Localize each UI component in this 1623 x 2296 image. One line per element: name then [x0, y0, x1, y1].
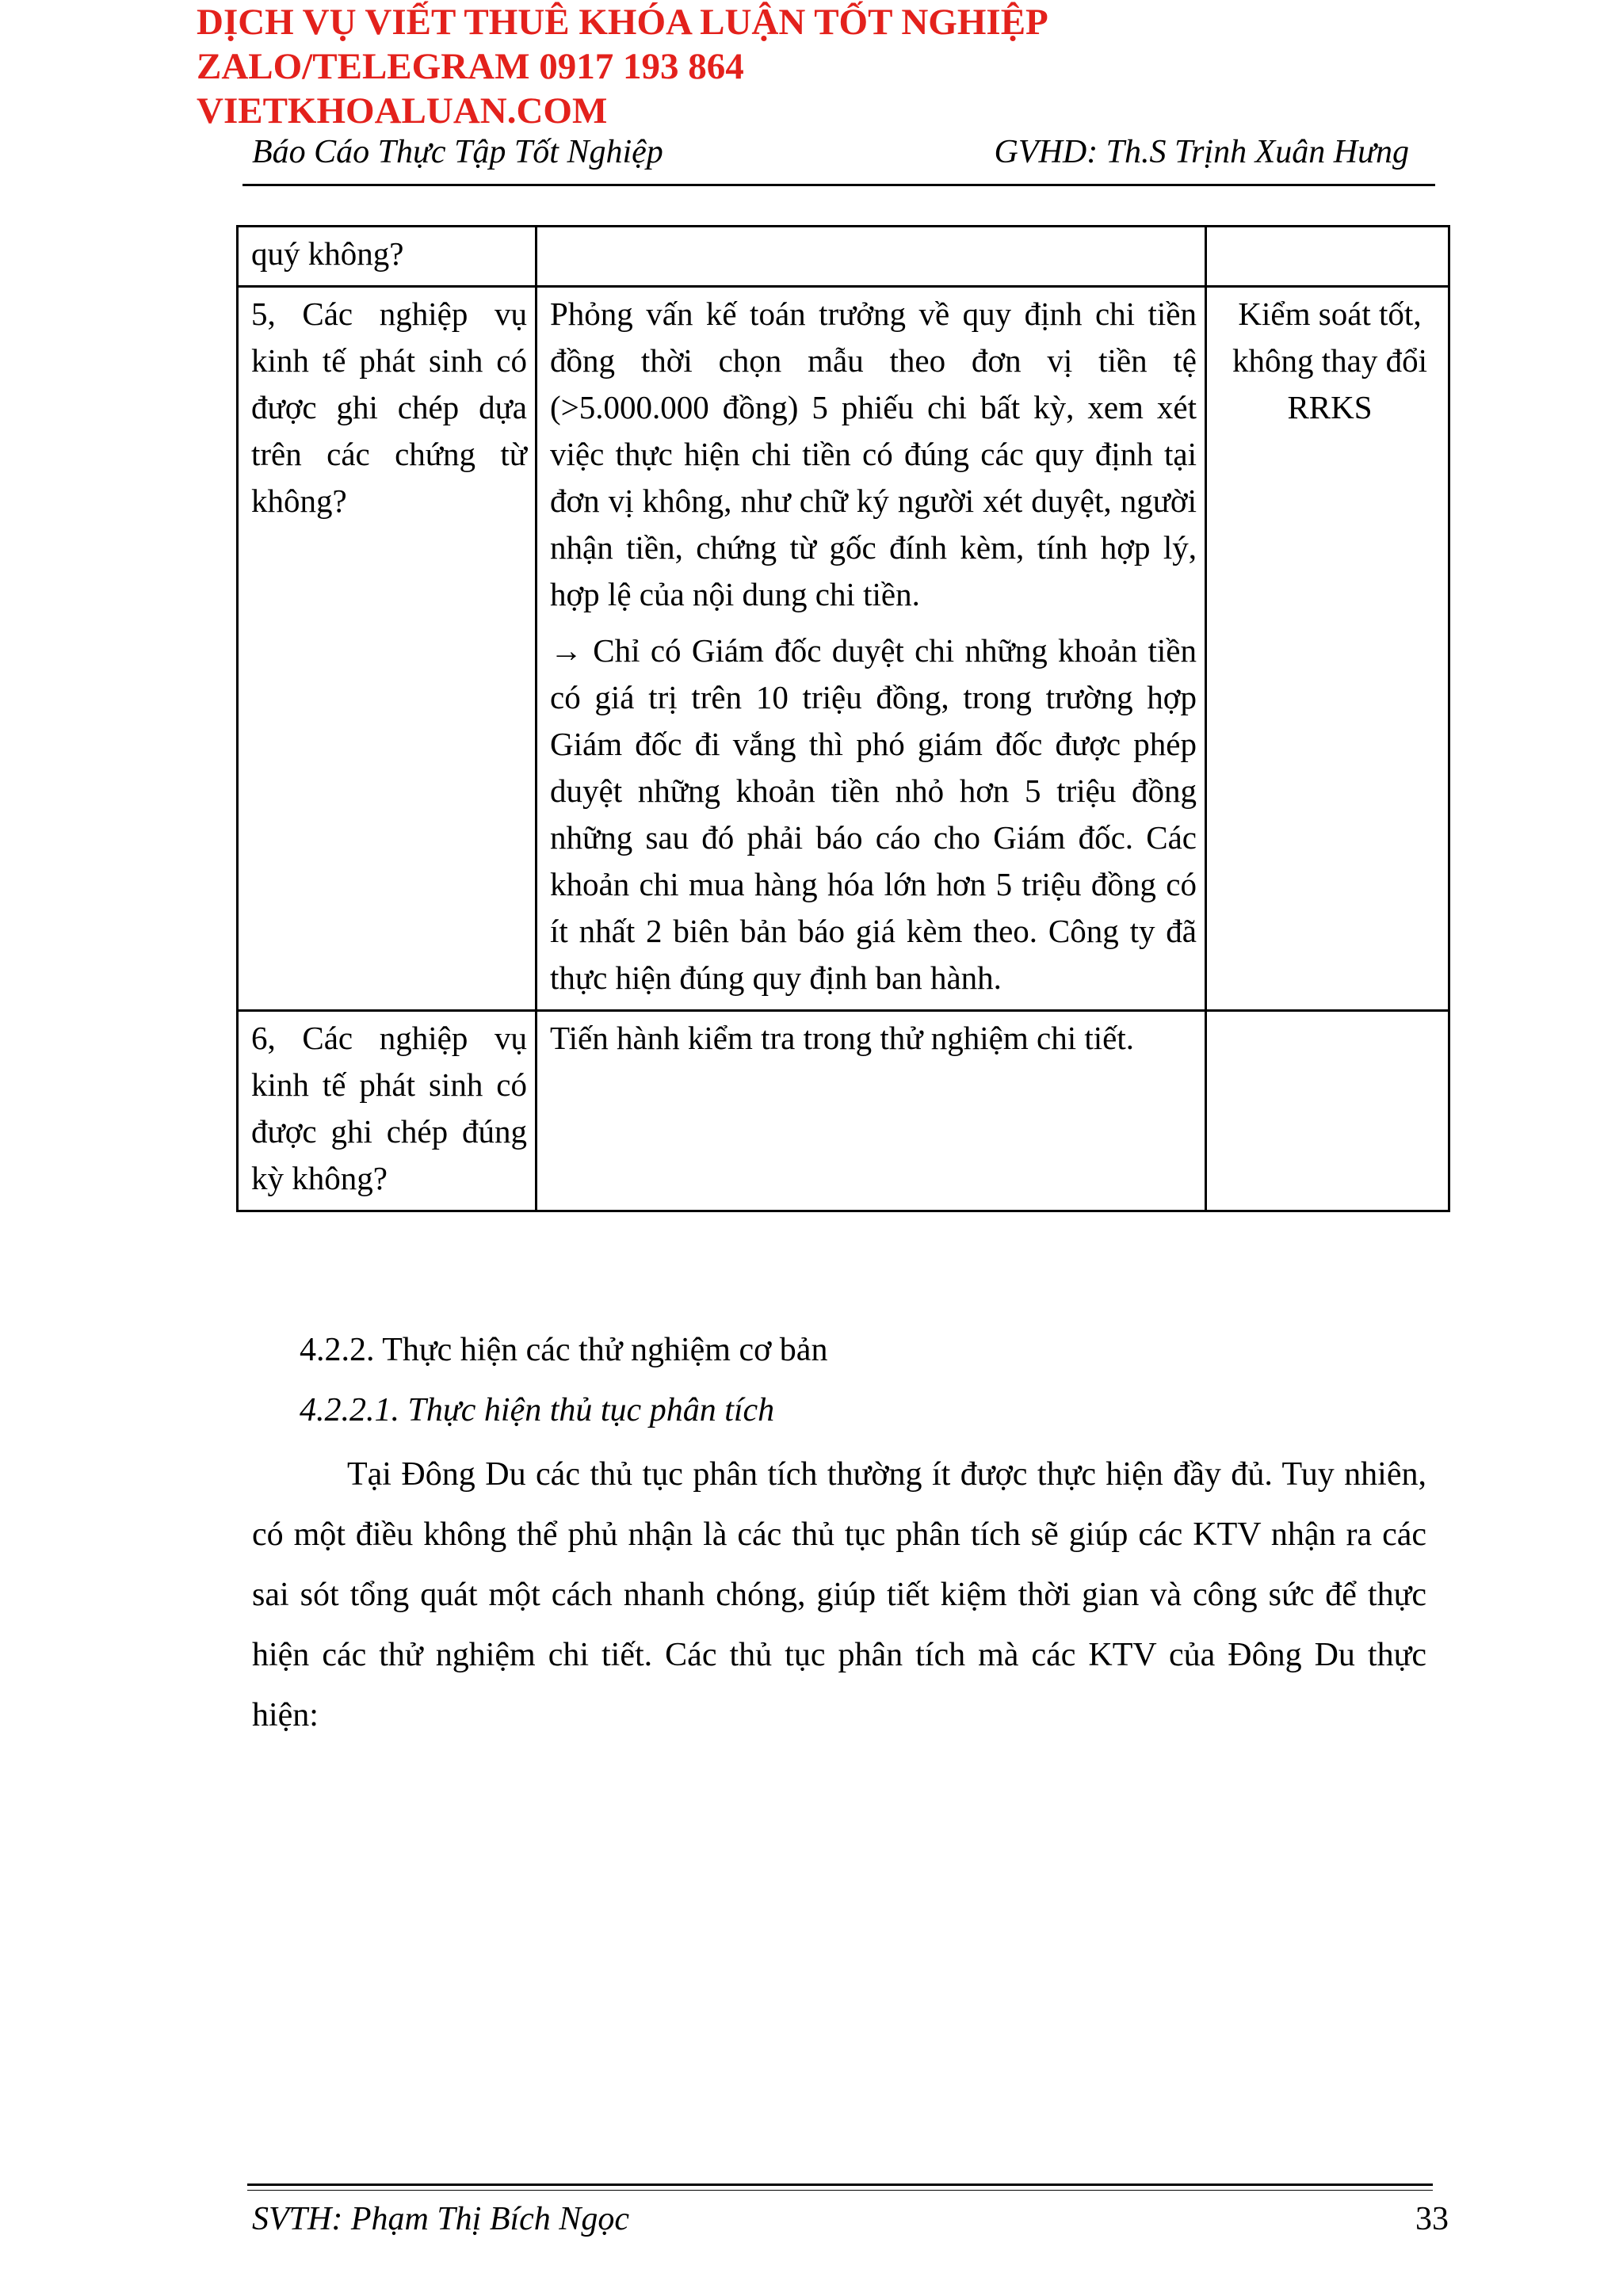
conclusion-cell [1206, 227, 1449, 287]
subsection-heading: 4.2.2.1. Thực hiện thủ tục phân tích [300, 1392, 775, 1428]
procedure-result: → Chỉ có Giám đốc duyệt chi những khoản tiền có giá trị trên 10 triệu đồng, trong trường hợp Giám đốc đi vắng thì phó giám đốc được phép duyệt những khoản tiền nhỏ hơn 5 triệu đồng những sau đó phải báo cáo cho Giám đốc. Các khoản chi mua hàng hóa lớn hơn 5 triệu đồng có ít nhất 2 biên bản báo giá kèm theo. Công ty đã thực hiện đúng quy định ban hành. [550, 632, 1197, 996]
section-heading: 4.2.2. Thực hiện các thử nghiệm cơ bản [300, 1332, 828, 1368]
footer-divider [247, 2183, 1433, 2186]
procedure-cell [537, 227, 1206, 287]
question-cell: 6, Các nghiệp vụ kinh tế phát sinh có được ghi chép đúng kỳ không? [238, 1011, 537, 1211]
header-divider [242, 184, 1435, 186]
header-supervisor: GVHD: Th.S Trịnh Xuân Hưng [994, 134, 1409, 170]
header-report-title: Báo Cáo Thực Tập Tốt Nghiệp [252, 134, 663, 170]
banner-service-line: DỊCH VỤ VIẾT THUÊ KHÓA LUẬN TỐT NGHIỆP [197, 2, 1048, 43]
procedure-text: Phỏng vấn kế toán trưởng về quy định chi tiền đồng thời chọn mẫu theo đơn vị tiền tệ (>5.000.000 đồng) 5 phiếu chi bất kỳ, xem xét việc thực hiện chi tiền có đúng các quy định tại đơn vị không, như chữ ký người xét duyệt, người nhận tiền, chứng từ gốc đính kèm, tính hợp lý, hợp lệ của nội dung chi tiền. [550, 296, 1197, 612]
procedure-cell [537, 287, 1206, 1011]
table-row [238, 287, 1449, 1011]
question-cell: 5, Các nghiệp vụ kinh tế phát sinh có được ghi chép dựa trên các chứng từ không? [238, 287, 537, 1011]
procedure-cell: Tiến hành kiểm tra trong thử nghiệm chi tiết. [537, 1011, 1206, 1211]
banner-contact-line: ZALO/TELEGRAM 0917 193 864 [197, 46, 744, 87]
page-header [252, 133, 1409, 171]
footer-student-name: SVTH: Phạm Thị Bích Ngọc [252, 2201, 629, 2237]
page-footer [252, 2200, 1449, 2238]
banner-website-line: VIETKHOALUAN.COM [197, 90, 608, 132]
question-cell: quý không? [238, 227, 537, 287]
table-row [238, 227, 1449, 287]
footer-divider-thin [247, 2190, 1433, 2191]
conclusion-cell: Kiểm soát tốt, không thay đổi RRKS [1206, 287, 1449, 1011]
audit-procedure-table [236, 225, 1450, 1212]
page-number: 33 [1415, 2201, 1449, 2237]
watermark-banner [197, 0, 1048, 133]
conclusion-cell [1206, 1011, 1449, 1211]
body-paragraph: Tại Đông Du các thủ tục phân tích thường ít được thực hiện đầy đủ. Tuy nhiên, có một điều không thể phủ nhận là các thủ tục phân tích sẽ giúp các KTV nhận ra các sai sót tổng quát một cách nhanh chóng, giúp tiết kiệm thời gian và công sức để thực hiện các thử nghiệm chi tiết. Các thủ tục phân tích mà các KTV của Đông Du thực hiện: [252, 1456, 1426, 1733]
table-row [238, 1011, 1449, 1211]
